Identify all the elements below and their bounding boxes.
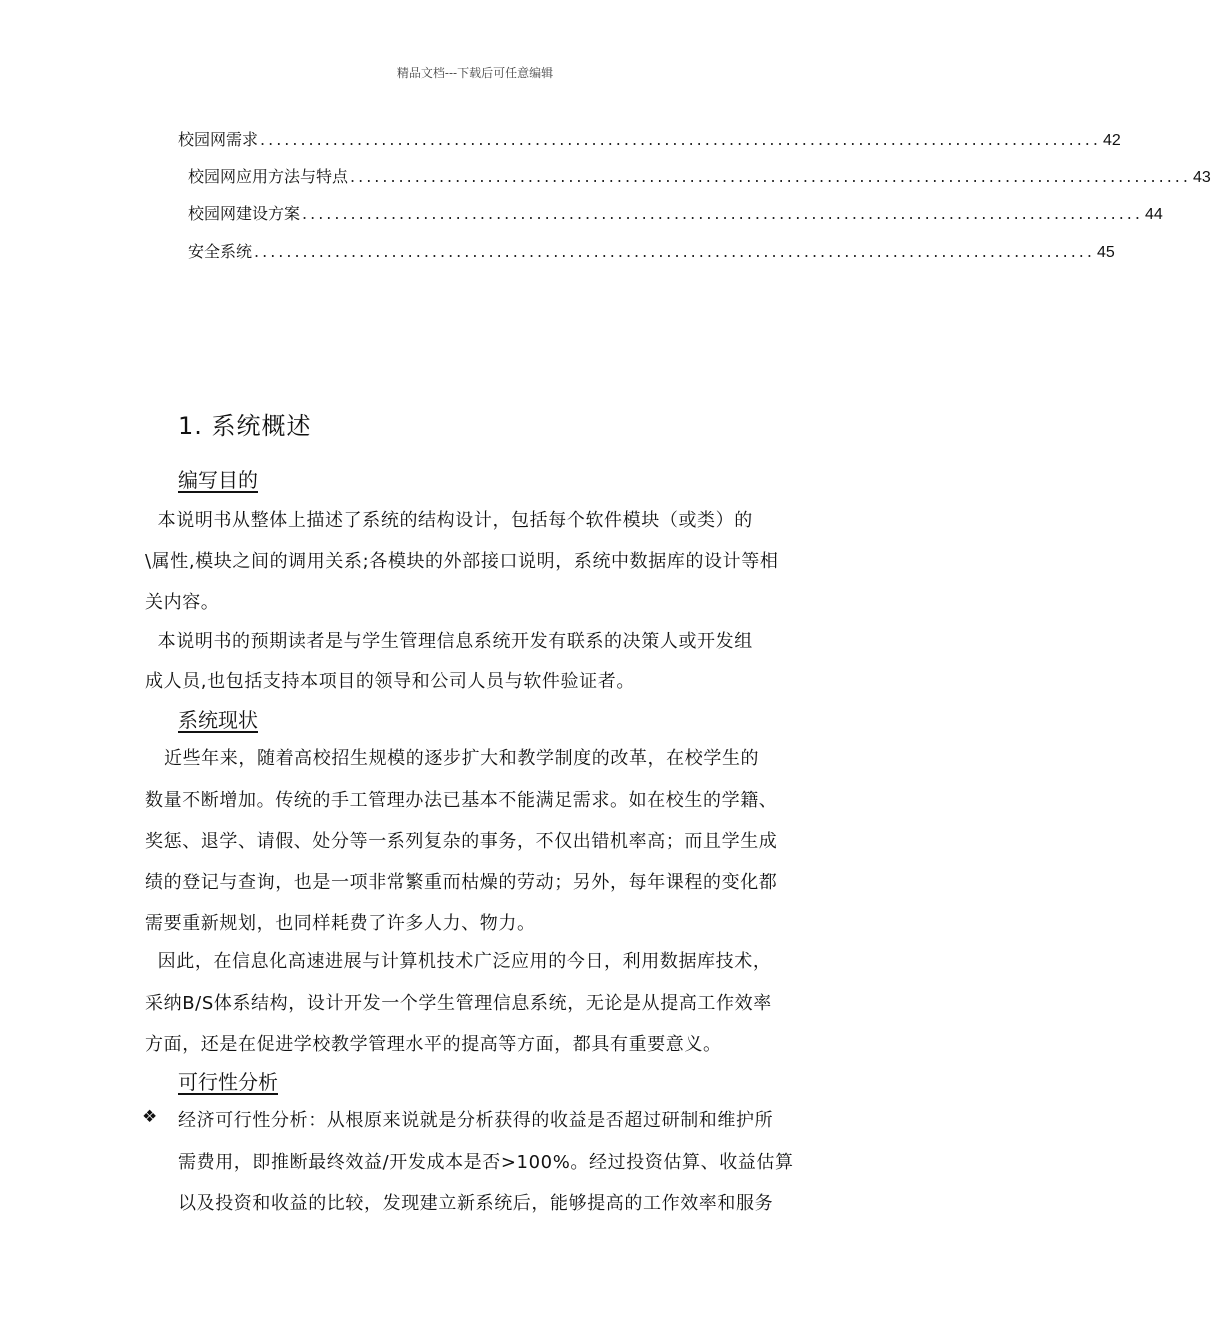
toc-entry-title: 安全系统 xyxy=(188,242,253,261)
section-heading: 1. 系统概述 xyxy=(178,412,312,440)
toc-entry-page: 42 xyxy=(1102,132,1121,149)
paragraph-line: 成人员,也包括支持本项目的领导和公司人员与软件验证者。 xyxy=(145,671,635,692)
toc-entry-title: 校园网应用方法与特点 xyxy=(188,167,349,186)
toc-entry[interactable] xyxy=(188,201,1163,223)
paragraph-line: 方面，还是在促进学校教学管理水平的提高等方面，都具有重要意义。 xyxy=(145,1034,722,1055)
paragraph-line: 关内容。 xyxy=(145,592,220,613)
subsection-heading-status: 系统现状 xyxy=(178,708,258,732)
paragraph-line: 因此，在信息化高速进展与计算机技术广泛应用的今日，利用数据库技术， xyxy=(145,951,772,972)
toc-entry-page: 43 xyxy=(1192,169,1211,186)
toc-entry-page: 44 xyxy=(1144,206,1163,223)
bullet-line: 以及投资和收益的比较，发现建立新系统后，能够提高的工作效率和服务 xyxy=(178,1193,774,1214)
paragraph-line: 本说明书的预期读者是与学生管理信息系统开发有联系的决策人或开发组 xyxy=(145,631,753,652)
paragraph-line: 数量不断增加。传统的手工管理办法已基本不能满足需求。如在校生的学籍、 xyxy=(145,790,778,811)
paragraph-line: 本说明书从整体上描述了系统的结构设计，包括每个软件模块（或类）的 xyxy=(145,510,753,531)
toc-entry-page: 45 xyxy=(1096,244,1115,261)
paragraph-line: 奖惩、退学、请假、处分等一系列复杂的事务，不仅出错机率高；而且学生成 xyxy=(145,831,778,852)
toc-leader-dots: ........................................................................................................ xyxy=(260,130,1101,149)
paragraph-line: 绩的登记与查询，也是一项非常繁重而枯燥的劳动；另外，每年课程的变化都 xyxy=(145,872,778,893)
toc-leader-dots: ........................................................................................................ xyxy=(350,167,1191,186)
toc-entry[interactable] xyxy=(188,164,1211,186)
subsection-heading-feasibility: 可行性分析 xyxy=(178,1070,278,1094)
subsection-heading-purpose: 编写目的 xyxy=(178,468,258,492)
diamond-bullet-icon: ❖ xyxy=(142,1107,158,1127)
bullet-line: 需费用，即推断最终效益/开发成本是否>100%。经过投资估算、收益估算 xyxy=(178,1152,794,1173)
toc-entry[interactable] xyxy=(178,127,1121,149)
paragraph-line: 近些年来，随着高校招生规模的逐步扩大和教学制度的改革，在校学生的 xyxy=(145,748,760,769)
paragraph-line: 需要重新规划，也同样耗费了许多人力、物力。 xyxy=(145,913,536,934)
page-header: 精品文档---下载后可任意编辑 xyxy=(396,66,554,80)
bullet-line: 经济可行性分析：从根原来说就是分析获得的收益是否超过研制和维护所 xyxy=(178,1110,774,1131)
paragraph-line: 采纳B/S体系结构，设计开发一个学生管理信息系统，无论是从提高工作效率 xyxy=(145,993,772,1014)
toc-entry-title: 校园网建设方案 xyxy=(188,204,301,223)
toc-entry[interactable] xyxy=(188,239,1115,261)
toc-leader-dots: ........................................................................................................ xyxy=(302,204,1143,223)
toc-leader-dots: ........................................................................................................ xyxy=(254,242,1095,261)
paragraph-line: \属性,模块之间的调用关系;各模块的外部接口说明，系统中数据库的设计等相 xyxy=(145,551,779,572)
toc-entry-title: 校园网需求 xyxy=(178,130,259,149)
